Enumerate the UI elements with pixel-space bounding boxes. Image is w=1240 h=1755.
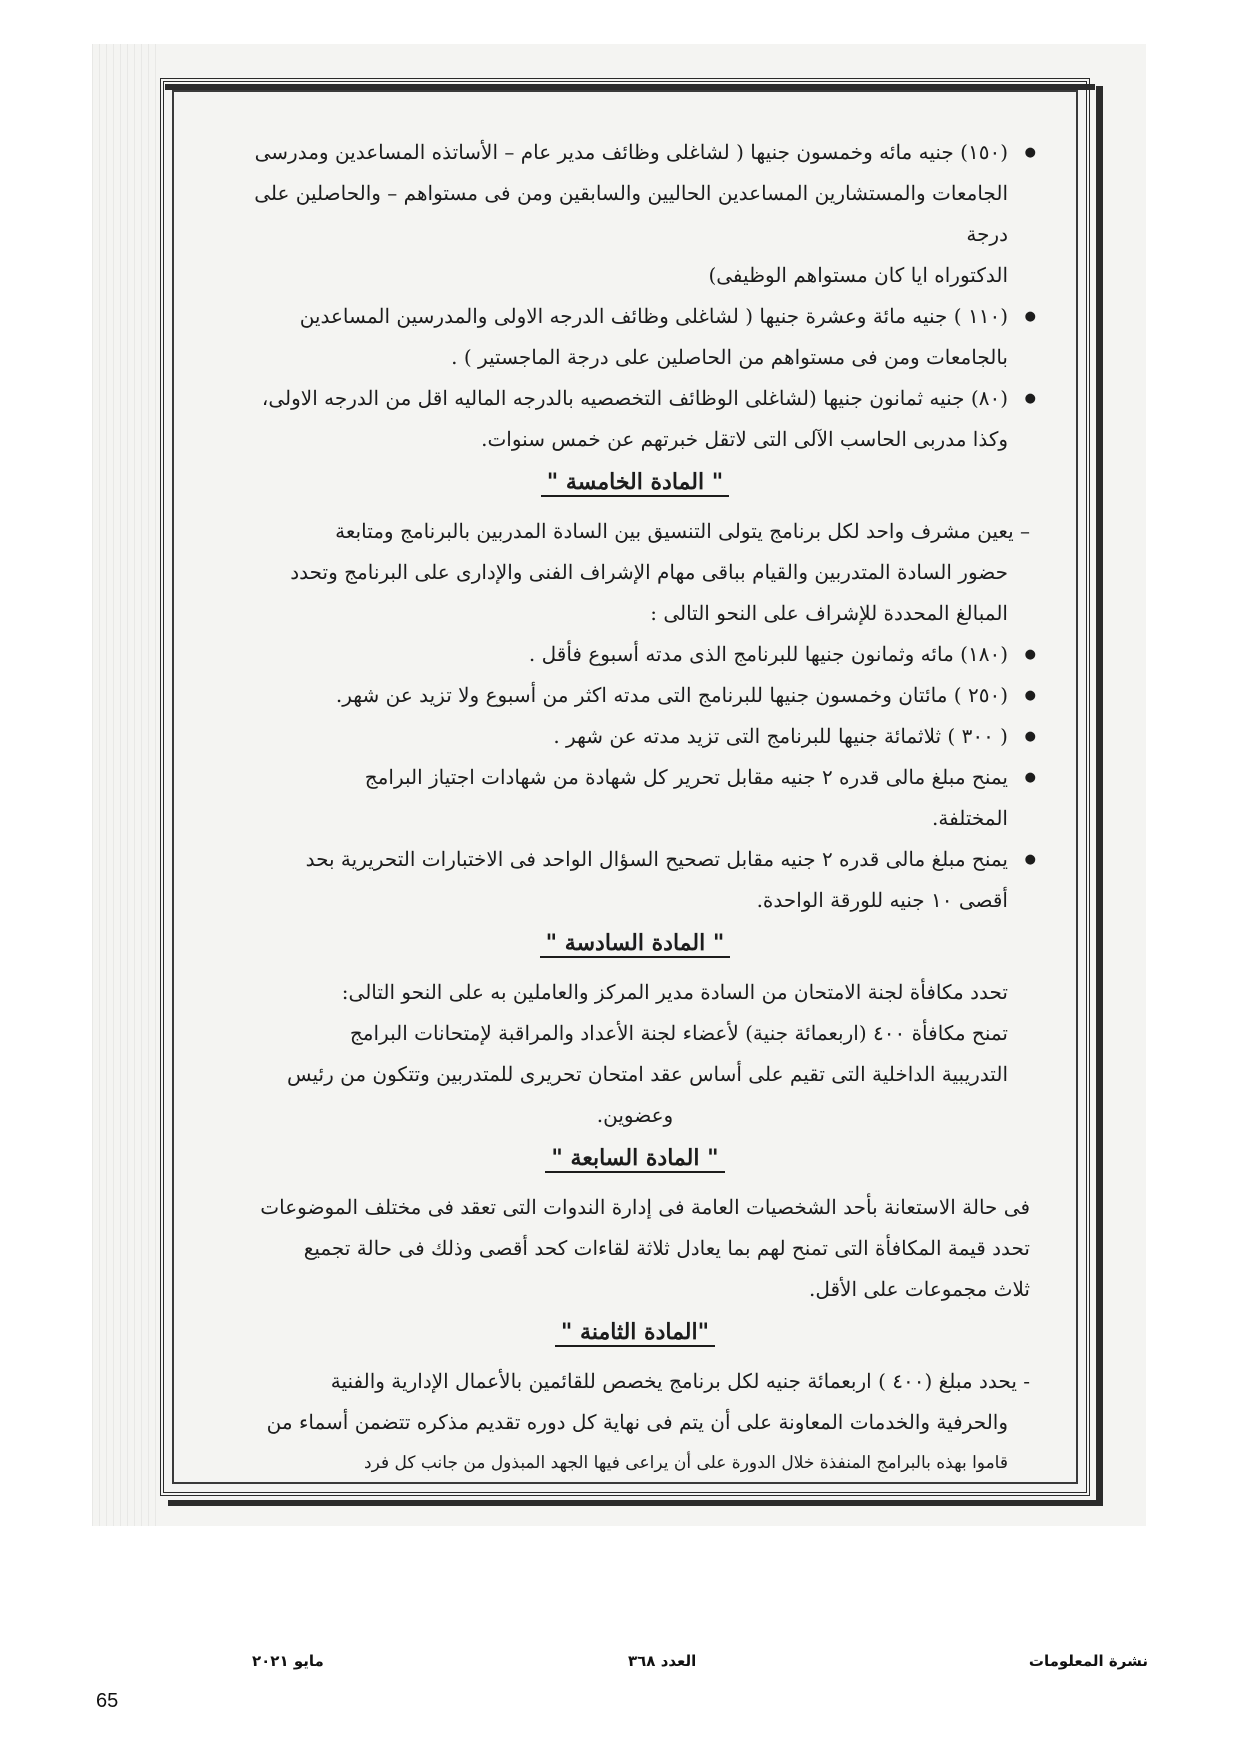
page-footer: [0, 1652, 1240, 1682]
line-25: - يحدد مبلغ (٤٠٠ ) اربعمائة جنيه لكل برنامج يخصص للقائمين بالأعمال الإدارية والفنية: [330, 1369, 1030, 1393]
line-17: أقصى ١٠ جنيه للورقة الواحدة.: [756, 888, 1008, 912]
line-2: الجامعات والمستشارين المساعدين الحاليين والسابقين ومن فى مستواهم – والحاصلين على درجة: [254, 181, 1008, 246]
heading-article-5: " المادة الخامسة ": [240, 462, 1030, 503]
document-body: [240, 132, 1030, 1484]
line-22: فى حالة الاستعانة بأحد الشخصيات العامة فى إدارة الندوات التى تعقد فى مختلف الموضوعات: [260, 1195, 1030, 1219]
line-19: تمنح مكافأة ٤٠٠ (اربعمائة جنية) لأعضاء لجنة الأعداد والمراقبة لإمتحانات البرامج: [349, 1021, 1008, 1045]
line-8: – يعين مشرف واحد لكل برنامج يتولى التنسيق بين السادة المدربين بالبرنامج ومتابعة: [335, 519, 1030, 543]
page-number: 65: [96, 1690, 119, 1712]
line-3: الدكتوراه ايا كان مستواهم الوظيفى): [708, 263, 1008, 287]
line-9: حضور السادة المتدربين والقيام بباقى مهام الإشراف الفنى والإدارى على البرنامج وتحدد: [290, 560, 1008, 584]
line-23: تحدد قيمة المكافأة التى تمنح لهم بما يعادل ثلاثة لقاءات كحد أقصى وذلك فى حالة تجميع: [303, 1236, 1030, 1260]
line-1: ● (١٥٠) جنيه مائه وخمسون جنيها ( لشاغلى وظائف مدير عام – الأساتذه المساعدين ومدرسى: [240, 132, 1030, 173]
heading-article-8: "المادة الثامنة ": [240, 1312, 1030, 1353]
scan-edge-artifact: [92, 44, 162, 1526]
line-10: المبالغ المحددة للإشراف على النحو التالى :: [650, 601, 1008, 625]
frame-bottom-bar: [168, 1500, 1103, 1506]
line-18: تحدد مكافأة لجنة الامتحان من السادة مدير المركز والعاملين به على النحو التالى:: [341, 980, 1008, 1004]
heading-article-7: " المادة السابعة ": [240, 1138, 1030, 1179]
line-6: ● (٨٠) جنيه ثمانون جنيها (لشاغلى الوظائف التخصصيه بالدرجه الماليه اقل من الدرجه الاولى،: [240, 378, 1030, 419]
line-7: وكذا مدربى الحاسب الآلى التى لاتقل خبرتهم عن خمس سنوات.: [481, 427, 1008, 451]
line-11: ● (١٨٠) مائه وثمانون جنيها للبرنامج الذى مدته أسبوع فأقل .: [240, 634, 1030, 675]
frame-right-bar: [1096, 86, 1103, 1502]
line-21: وعضوين.: [596, 1103, 674, 1127]
line-4: ● (١١٠ ) جنيه مائة وعشرة جنيها ( لشاغلى وظائف الدرجه الاولى والمدرسين المساعدين: [240, 296, 1030, 337]
line-14: ● يمنح مبلغ مالى قدره ٢ جنيه مقابل تحرير كل شهادة من شهادات اجتياز البرامج: [240, 757, 1030, 798]
line-24: ثلاث مجموعات على الأقل.: [808, 1277, 1030, 1301]
line-15: المختلفة.: [932, 806, 1008, 830]
line-27: قاموا بهذه بالبرامج المنفذة خلال الدورة على أن يراعى فيها الجهد المبذول من جانب كل فرد: [364, 1453, 1008, 1473]
line-13: ● ( ٣٠٠ ) ثلاثمائة جنيها للبرنامج التى تزيد مدته عن شهر .: [240, 716, 1030, 757]
footer-publication: نشرة المعلومات: [1028, 1652, 1148, 1670]
footer-date: مايو ٢٠٢١: [252, 1652, 324, 1670]
line-5: بالجامعات ومن فى مستواهم من الحاصلين على درجة الماجستير ) .: [451, 345, 1008, 369]
line-20: التدريبية الداخلية التى تقيم على أساس عقد امتحان تحريرى للمتدربين وتتكون من رئيس: [287, 1062, 1008, 1086]
line-16: ● يمنح مبلغ مالى قدره ٢ جنيه مقابل تصحيح السؤال الواحد فى الاختبارات التحريرية بحد: [240, 839, 1030, 880]
line-12: ● (٢٥٠ ) مائتان وخمسون جنيها للبرنامج التى مدته اكثر من أسبوع ولا تزيد عن شهر.: [240, 675, 1030, 716]
footer-issue: العدد ٣٦٨: [628, 1652, 697, 1670]
line-26: والحرفية والخدمات المعاونة على أن يتم فى نهاية كل دوره تقديم مذكره تتضمن أسماء من: [266, 1410, 1008, 1434]
heading-article-6: " المادة السادسة ": [240, 923, 1030, 964]
